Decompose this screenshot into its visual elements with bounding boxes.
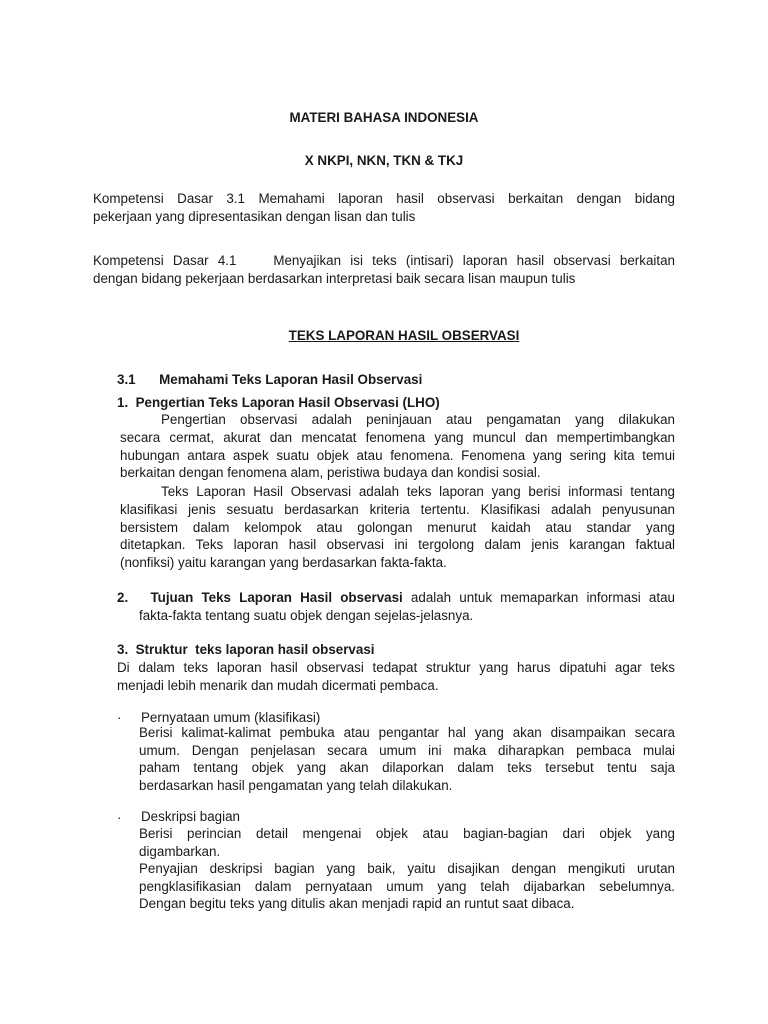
point-3-intro (117, 659, 675, 695)
b2-line-4: pengklasifikasian dalam pernyataan umum yang telah dijabarkan sebelumnya. (139, 878, 675, 894)
p1-para2-line-2: klasifikasi jenis sesuatu berdasarkan kriteria tertentu. Klasifikasi adalah penyusunan (120, 501, 675, 517)
p1-para2-line-4: ditetapkan. Teks laporan hasil observasi ini tergolong dalam jenis karangan faktual (120, 537, 675, 553)
point-2-paragraph (117, 589, 675, 625)
bullet-2-title: Deskripsi bagian (141, 809, 240, 824)
bullet-1-body (139, 724, 675, 794)
point-3-heading: 3. Struktur teks laporan hasil observasi (117, 642, 375, 657)
p1-para2-line-5: (nonfiksi) yaitu karangan yang berdasarkan fakta-fakta. (120, 555, 447, 571)
kd-31-line-2: pekerjaan yang dipresentasikan dengan lisan dan tulis (93, 208, 416, 224)
p3-intro-line-2: menjadi lebih menarik dan mudah dicermati pembaca. (117, 677, 439, 693)
subsection-31-heading (117, 371, 422, 389)
point-1-paragraph-1 (120, 411, 675, 482)
subsection-31-title: Memahami Teks Laporan Hasil Observasi (159, 372, 423, 387)
p1-para1-line-1: Pengertian observasi adalah peninjauan atau pengamatan yang dilakukan (161, 412, 675, 427)
subsection-31-number: 3.1 (117, 372, 136, 387)
section-title: TEKS LAPORAN HASIL OBSERVASI (288, 328, 520, 343)
kd-41-paragraph (93, 252, 675, 288)
point-1-paragraph-2 (120, 483, 675, 572)
p1-para1-line-3: hubungan antara aspek suatu objek atau fenomena. Fenomena yang sering kita temui (120, 447, 675, 463)
b2-line-3: Penyajian deskripsi bagian yang baik, yaitu disajikan dengan mengikuti urutan (139, 861, 675, 876)
point-2-number: 2. (117, 590, 129, 605)
p1-para2-line-3: bersistem dalam kelompok atau golongan menurut kaidah atau standar yang (120, 519, 675, 535)
class-list: X NKPI, NKN, TKN & TKJ (304, 153, 464, 168)
point-2-rest: adalah untuk memaparkan informasi atau (410, 590, 675, 605)
b1-line-4: berdasarkan hasil pengamatan yang telah dilakukan. (139, 777, 453, 793)
bullet-2-body (139, 825, 675, 913)
p1-para1-line-4: berkaitan dengan fenomena alam, peristiwa budaya dan kondisi sosial. (120, 465, 541, 481)
b2-line-5: Dengan begitu teks yang ditulis akan menjadi rapid an runtut saat dibaca. (139, 896, 575, 911)
p1-para1-line-2: secara cermat, akurat dan mencatat fenomena yang muncul dan mempertimbangkan (120, 429, 675, 445)
b1-line-2: umum. Dengan penjelasan secara umum ini maka diharapkan pembaca mulai (139, 742, 675, 758)
bullet-1-marker: · (117, 710, 122, 725)
bullet-2-marker: · (117, 810, 122, 825)
kd-31-paragraph (93, 190, 675, 226)
b1-line-3: paham tentang objek yang akan dilaporkan dalam teks tersebut tentu saja (139, 760, 675, 775)
kd-31-line-1: Kompetensi Dasar 3.1 Memahami laporan hasil observasi berkaitan dengan bidang (93, 191, 675, 206)
p3-intro-line-1: Di dalam teks laporan hasil observasi tedapat struktur yang harus dipatuhi agar teks (117, 660, 675, 675)
kd-41-line-2: dengan bidang pekerjaan berdasarkan interpretasi baik secara lisan maupun tulis (93, 270, 576, 286)
point-2-bold-title: Tujuan Teks Laporan Hasil observasi (150, 590, 403, 605)
point-2-line-1 (117, 589, 675, 607)
point-1-heading: 1. Pengertian Teks Laporan Hasil Observasi (LHO) (117, 395, 440, 410)
b1-line-1: Berisi kalimat-kalimat pembuka atau pengantar hal yang akan disampaikan secara (139, 725, 675, 740)
b2-line-2: digambarkan. (139, 843, 221, 859)
b2-line-1: Berisi perincian detail mengenai objek atau bagian-bagian dari objek yang (139, 826, 675, 841)
kd-41-line-1: Kompetensi Dasar 4.1 Menyajikan isi teks (intisari) laporan hasil observasi berkaitan (93, 253, 675, 268)
p1-para2-line-1: Teks Laporan Hasil Observasi adalah teks laporan yang berisi informasi tentang (161, 484, 675, 499)
document-title: MATERI BAHASA INDONESIA (289, 110, 479, 125)
bullet-1-title: Pernyataan umum (klasifikasi) (141, 710, 321, 725)
point-2-line-2: fakta-fakta tentang suatu objek dengan sejelas-jelasnya. (139, 607, 474, 623)
